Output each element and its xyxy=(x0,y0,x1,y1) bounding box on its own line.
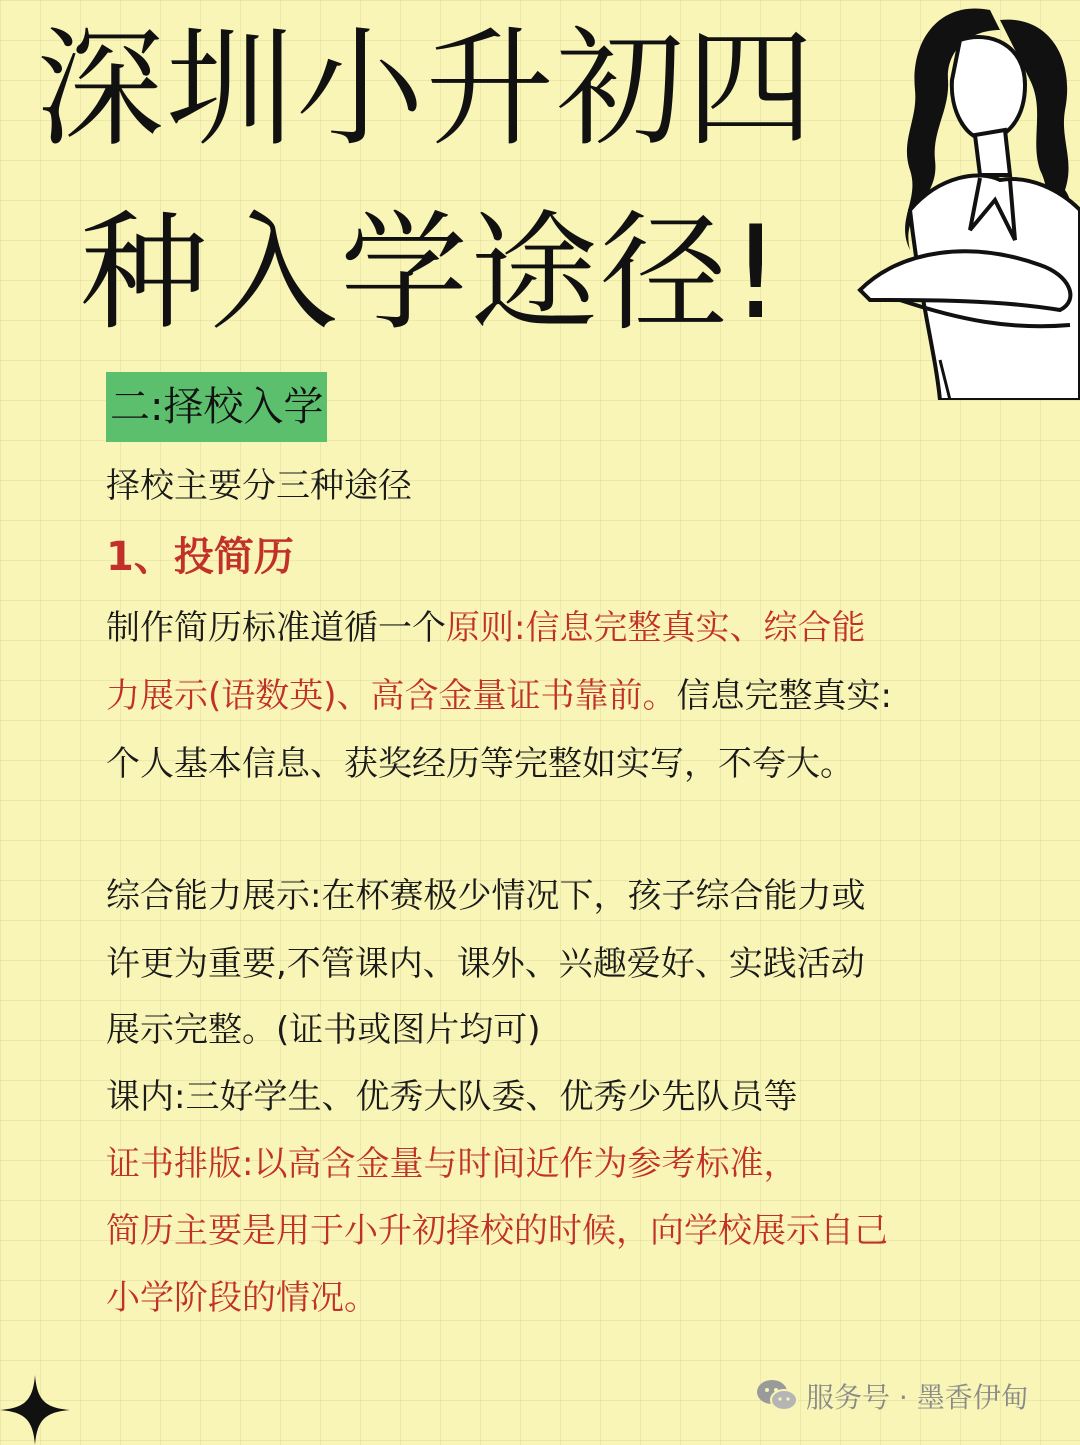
page-title-line-2: 种入学途径! xyxy=(80,199,784,348)
paragraph-line: 展示完整。(证书或图片均可) xyxy=(106,1010,541,1050)
paragraph-line: 综合能力展示:在杯赛极少情况下，孩子综合能力或 xyxy=(106,876,866,916)
sparkle-icon xyxy=(0,1375,70,1445)
wechat-icon xyxy=(756,1379,798,1413)
paragraph-line xyxy=(106,662,892,730)
paragraph-line xyxy=(106,594,865,662)
page-title-line-1: 深圳小升初四 xyxy=(36,15,817,164)
highlight-line: 证书排版:以高含金量与时间近作为参考标准， xyxy=(106,1144,798,1184)
woman-illustration-icon xyxy=(840,0,1080,400)
watermark-text: 服务号 · 墨香伊甸 xyxy=(806,1381,1029,1414)
section-badge: 二:择校入学 xyxy=(106,372,327,442)
paragraph-text: 制作简历标准道循一个 xyxy=(106,608,446,648)
paragraph-text: 信息完整真实: xyxy=(676,676,892,716)
paragraph-line: 课内:三好学生、优秀大队委、优秀少先队员等 xyxy=(106,1077,798,1117)
watermark xyxy=(756,1376,1029,1416)
highlight-text: 力展示(语数英)、高含金量证书靠前。 xyxy=(106,676,677,716)
paragraph-line: 许更为重要,不管课内、课外、兴趣爱好、实践活动 xyxy=(106,944,865,984)
subheading-resume: 1、投简历 xyxy=(106,534,294,580)
highlight-text: 原则:信息完整真实、综合能 xyxy=(446,608,866,648)
highlight-line: 简历主要是用于小升初择校的时候，向学校展示自己 xyxy=(106,1211,888,1251)
paragraph-line: 个人基本信息、获奖经历等完整如实写，不夸大。 xyxy=(106,744,854,784)
intro-text: 择校主要分三种途径 xyxy=(106,466,412,506)
highlight-line: 小学阶段的情况。 xyxy=(106,1278,378,1318)
